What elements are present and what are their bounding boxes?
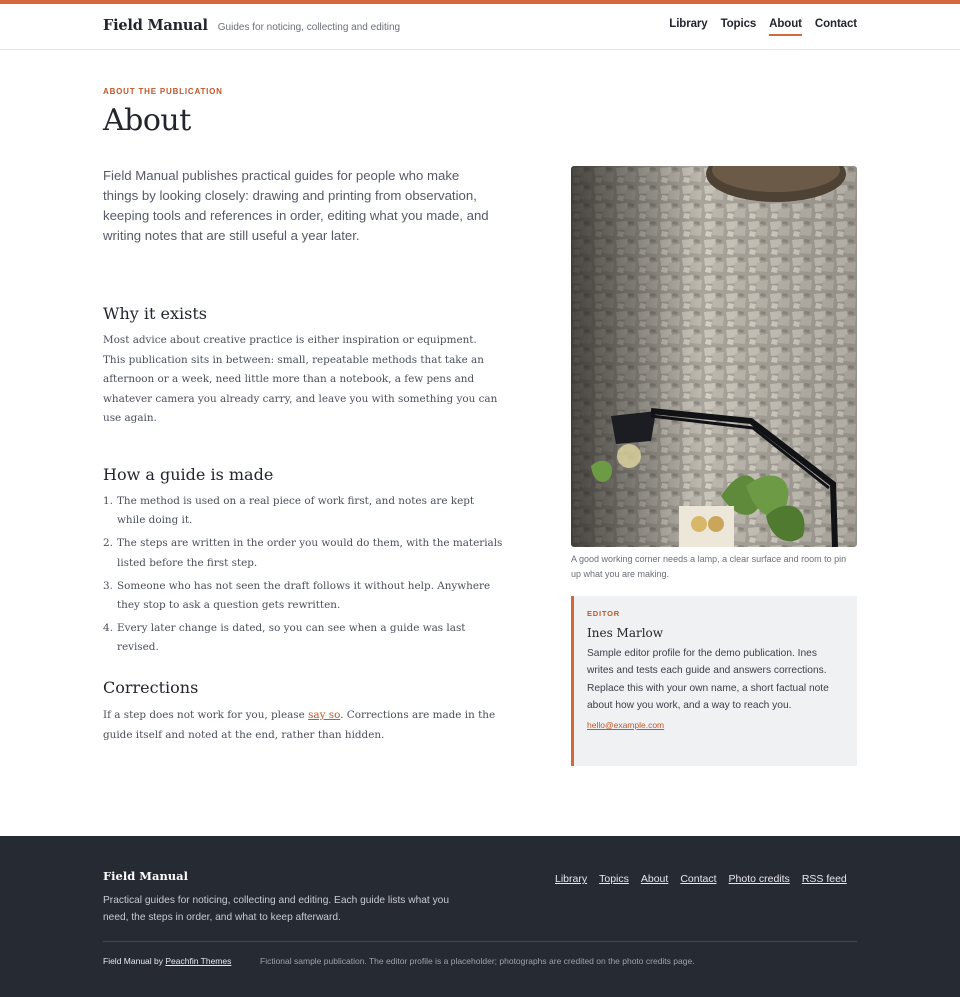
footer-link-library[interactable]: Library [555, 873, 588, 885]
footer-description: Practical guides for noticing, collecting and editing. Each guide lists what you need, the steps in order, and what to keep afterward. [103, 895, 450, 923]
footer-nav [555, 872, 855, 887]
footer-link-about[interactable]: About [640, 873, 669, 885]
site-tagline: Guides for noticing, collecting and editing [217, 22, 401, 33]
footer-link-photo-credits[interactable]: Photo credits [728, 873, 790, 885]
footer-link-rss[interactable]: RSS feed [801, 873, 847, 885]
footer-link-contact[interactable]: Contact [680, 873, 717, 885]
list-item: 4. Every later change is dated, so you can see when a guide was last revised. [103, 622, 466, 654]
editor-name: Ines Marlow [587, 626, 664, 640]
why-heading: Why it exists [103, 304, 207, 323]
photo-caption: A good working corner needs a lamp, a clear surface and room to pin up what you are making. [571, 554, 847, 579]
eyebrow-label: ABOUT THE PUBLICATION [103, 87, 223, 96]
site-footer [0, 836, 960, 997]
brand [103, 17, 400, 34]
main-nav [669, 18, 857, 30]
nav-topics[interactable]: Topics [720, 18, 757, 30]
corrections-body: If a step does not work for you, please say so. Corrections are made in the guide itself and noted at the end, rather than hidden. [103, 709, 496, 741]
lead-paragraph: Field Manual publishes practical guides for people who make things by looking closely: drawing and printing from observation, keeping tools and references in order, editing what you made, and writing notes that are still useful a year later. [103, 168, 489, 243]
why-body: Most advice about creative practice is either inspiration or equipment. This publication sits in between: small, repeatable methods that take an afternoon or a week, need little more than a notebook, a few pens and whatever camera you already carry, and leave you with something you can use again. [103, 334, 498, 424]
nav-library[interactable]: Library [669, 18, 708, 30]
nav-about[interactable]: About [769, 18, 802, 30]
footer-link-topics[interactable]: Topics [599, 873, 629, 885]
working-corner-photo [571, 166, 857, 547]
page-title: About [103, 103, 191, 138]
footer-credit: Field Manual by Peachfin Themes [103, 956, 232, 966]
list-item: 3. Someone who has not seen the draft follows it without help. Anywhere they stop to ask a question gets rewritten. [103, 579, 491, 612]
footer-brand: Field Manual [103, 869, 188, 883]
list-item: 1. The method is used on a real piece of work first, and notes are kept while doing it. [103, 495, 475, 527]
list-item: 2. The steps are written in the order you would do them, with the materials listed before the first step. [103, 537, 503, 569]
theme-credit-link[interactable]: Peachfin Themes [165, 956, 232, 966]
how-heading: How a guide is made [103, 465, 274, 484]
footer-divider [103, 941, 857, 942]
editor-label: EDITOR [587, 609, 620, 618]
editor-card [571, 596, 857, 766]
say-so-link[interactable]: say so [308, 709, 341, 721]
steps-list [103, 492, 503, 662]
site-header [0, 4, 960, 50]
nav-contact[interactable]: Contact [814, 18, 857, 30]
corrections-heading: Corrections [103, 678, 199, 697]
editor-bio: Sample editor profile for the demo publication. Ines writes and tests each guide and answers corrections. Replace this with your own name, a short factual note about how you work, and a way to reach you. [587, 648, 829, 711]
editor-email-link[interactable]: hello@example.com [587, 720, 665, 731]
footer-note: Fictional sample publication. The editor profile is a placeholder; photographs are credited on the photo credits page. [260, 956, 695, 966]
site-title-link[interactable]: Field Manual [103, 17, 208, 34]
